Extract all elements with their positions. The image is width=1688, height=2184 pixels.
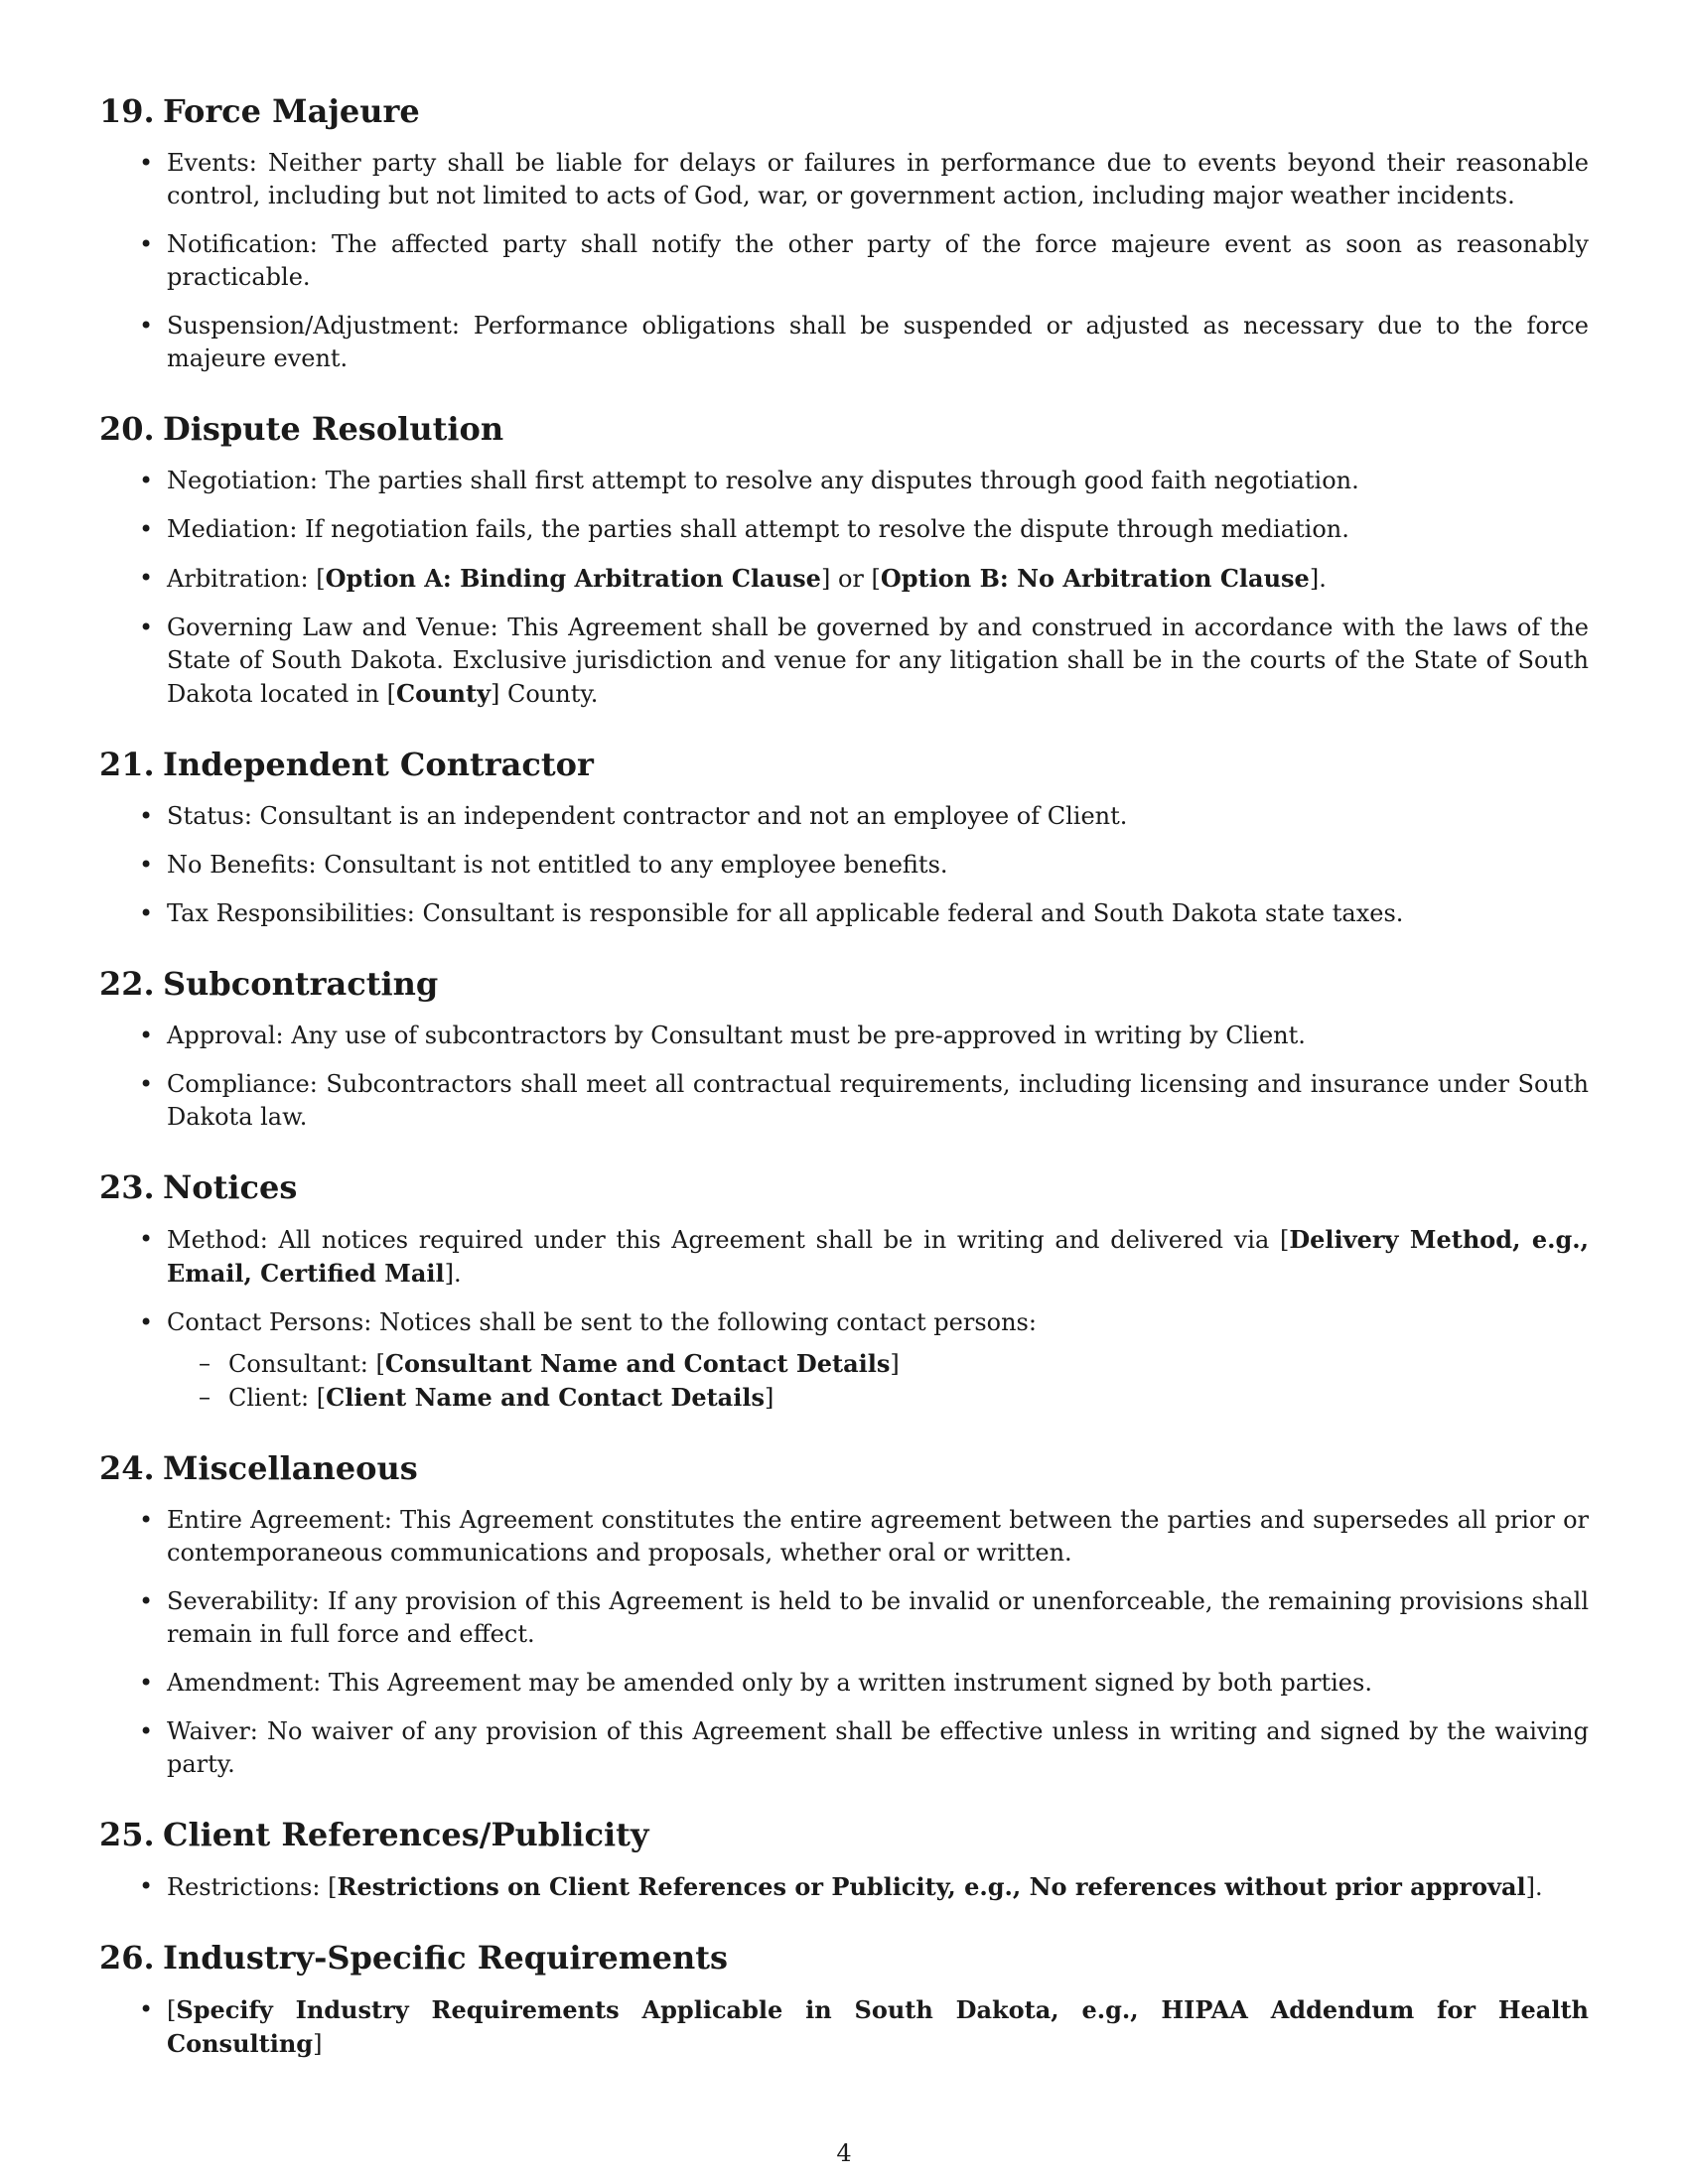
item-text: This Agreement constitutes the entire agreement between the parties and supersedes all prior or contemporaneous communications and proposals, whether oral or written.: [167, 1506, 1589, 1567]
list-item-no-benefits: [167, 849, 1589, 882]
section-number: 26.: [99, 1939, 155, 1977]
item-label: Suspension/Adjustment:: [167, 312, 460, 340]
item-text: This Agreement may be amended only by a written instrument signed by both parties.: [328, 1669, 1372, 1697]
item-text: The affected party shall notify the other party of the force majeure event as soon as reasonably practicable.: [167, 230, 1589, 291]
placeholder-consultant: Consultant Name and Contact Details: [384, 1349, 891, 1378]
item-label: Arbitration:: [167, 565, 309, 593]
section-notices: [99, 1167, 1589, 1415]
section-number: 25.: [99, 1816, 155, 1853]
placeholder-option-b: Option B: No Arbitration Clause: [880, 564, 1310, 593]
section-industry-requirements: [99, 1938, 1589, 2061]
list-item-governing-law: • Governing Law and Venue: This Agreement shall be governed by and construed in accordance with the laws of the State of South Dakota. Exclusive jurisdiction and venue for any litigation shall be in the courts of the State of South Dakota located in [County] County.: [167, 612, 1589, 711]
item-label: Notification:: [167, 230, 318, 258]
item-label: Waiver:: [167, 1717, 258, 1745]
item-label: Negotiation:: [167, 467, 318, 494]
list-item-entire-agreement: [167, 1504, 1589, 1570]
list-item-method: • Method: All notices required under this Agreement shall be in writing and delivered via [Delivery Method, e.g., Email, Certified Mail].: [167, 1223, 1589, 1291]
item-text: Performance obligations shall be suspended or adjusted as necessary due to the force majeure event.: [167, 312, 1589, 372]
section-force-majeure: [99, 91, 1589, 375]
item-text: This Agreement shall be governed by and construed in accordance with the laws of the State of South Dakota. Exclusive jurisdiction and venue for any litigation shall be in the courts of the State of South Dakota located in: [167, 614, 1589, 708]
item-text: Any use of subcontractors by Consultant must be pre-approved in writing by Client.: [291, 1022, 1306, 1049]
item-text: Notices shall be sent to the following contact persons:: [378, 1308, 1037, 1336]
item-text: County.: [507, 680, 599, 708]
section-title: Force Majeure: [163, 92, 420, 130]
item-text: The parties shall first attempt to resolve any disputes through good faith negotiation.: [325, 467, 1359, 494]
section-heading: [99, 964, 1589, 1004]
section-number: 19.: [99, 92, 155, 130]
section-heading: [99, 745, 1589, 784]
item-text: Subcontractors shall meet all contractual requirements, including licensing and insurance under South Dakota law.: [167, 1070, 1589, 1131]
section-title: Independent Contractor: [163, 746, 594, 783]
list-item-mediation: [167, 513, 1589, 546]
section-number: 24.: [99, 1449, 155, 1487]
placeholder-county: County: [395, 679, 492, 708]
item-label: Status:: [167, 802, 252, 830]
section-title: Industry-Specific Requirements: [163, 1939, 729, 1977]
item-label: Amendment:: [167, 1669, 322, 1697]
page-number: 4: [836, 2139, 852, 2167]
item-label: Governing Law and Venue:: [167, 614, 498, 641]
item-label: Method:: [167, 1226, 268, 1254]
section-title: Notices: [163, 1168, 298, 1206]
placeholder-delivery-method: Delivery Method, e.g., Email, Certified Mail: [167, 1225, 1589, 1288]
item-text: If negotiation fails, the parties shall attempt to resolve the dispute through mediation.: [305, 515, 1349, 543]
list-item-compliance: [167, 1068, 1589, 1134]
section-heading: [99, 1815, 1589, 1854]
section-subcontracting: [99, 964, 1589, 1134]
item-label: Approval:: [167, 1022, 284, 1049]
item-text: No waiver of any provision of this Agreement shall be effective unless in writing and signed by the waiving party.: [167, 1717, 1589, 1778]
list-item-arbitration: • Arbitration: [Option A: Binding Arbitration Clause] or [Option B: No Arbitration Clause].: [167, 562, 1589, 596]
placeholder-option-a: Option A: Binding Arbitration Clause: [325, 564, 821, 593]
item-label: Restrictions:: [167, 1873, 321, 1901]
list-item-amendment: [167, 1667, 1589, 1700]
item-label: Tax Responsibilities:: [167, 899, 415, 927]
list-item-restrictions: • Restrictions: [Restrictions on Client References or Publicity, e.g., No references without prior approval].: [167, 1870, 1589, 1904]
item-text: or: [837, 565, 864, 593]
list-item-contact-persons: [167, 1306, 1589, 1415]
placeholder-industry: Specify Industry Requirements Applicable in South Dakota, e.g., HIPAA Addendum for Health Consulting: [167, 1995, 1589, 2058]
list-item-negotiation: [167, 465, 1589, 497]
list-item-notification: [167, 228, 1589, 294]
list-item-industry: • [Specify Industry Requirements Applicable in South Dakota, e.g., HIPAA Addendum for Health Consulting]: [167, 1993, 1589, 2061]
sub-item-client: – Client: [Client Name and Contact Details]: [228, 1381, 1589, 1415]
placeholder-restrictions: Restrictions on Client References or Publicity, e.g., No references without prior approval: [337, 1872, 1526, 1901]
section-dispute-resolution: [99, 409, 1589, 711]
section-title: Dispute Resolution: [163, 410, 504, 448]
list-item-severability: [167, 1585, 1589, 1651]
list-item-approval: [167, 1020, 1589, 1052]
list-item-events: [167, 147, 1589, 212]
section-heading: [99, 91, 1589, 131]
placeholder-client: Client Name and Contact Details: [326, 1383, 765, 1412]
section-number: 23.: [99, 1168, 155, 1206]
item-text: Consultant is an independent contractor and not an employee of Client.: [259, 802, 1128, 830]
list-item-status: [167, 800, 1589, 833]
item-label: Mediation:: [167, 515, 298, 543]
item-label: Events:: [167, 149, 257, 177]
section-title: Miscellaneous: [163, 1449, 418, 1487]
item-label: Compliance:: [167, 1070, 318, 1098]
section-heading: [99, 1167, 1589, 1207]
list-item-tax: [167, 897, 1589, 930]
item-text: Consultant is not entitled to any employee benefits.: [324, 851, 948, 879]
section-number: 22.: [99, 965, 155, 1003]
list-item-waiver: [167, 1715, 1589, 1781]
document-body: [99, 91, 1589, 2095]
item-text: Consultant is responsible for all applicable federal and South Dakota state taxes.: [422, 899, 1404, 927]
section-client-references: [99, 1815, 1589, 1904]
item-label: Contact Persons:: [167, 1308, 372, 1336]
section-heading: [99, 1938, 1589, 1978]
list-item-suspension: [167, 310, 1589, 375]
section-title: Client References/Publicity: [163, 1816, 649, 1853]
item-label: Entire Agreement:: [167, 1506, 392, 1534]
item-text: Neither party shall be liable for delays or failures in performance due to events beyond their reasonable control, including but not limited to acts of God, war, or government action, including major weather incidents.: [167, 149, 1589, 209]
section-miscellaneous: [99, 1448, 1589, 1781]
item-label: No Benefits:: [167, 851, 317, 879]
item-label: Client:: [228, 1384, 310, 1412]
item-label: Severability:: [167, 1587, 320, 1615]
item-text: If any provision of this Agreement is held to be invalid or unenforceable, the remaining provisions shall remain in full force and effect.: [167, 1587, 1589, 1648]
section-heading: [99, 409, 1589, 449]
section-independent-contractor: [99, 745, 1589, 930]
item-text: All notices required under this Agreement shall be in writing and delivered via: [278, 1226, 1270, 1254]
item-label: Consultant:: [228, 1350, 368, 1378]
section-heading: [99, 1448, 1589, 1488]
sub-item-consultant: – Consultant: [Consultant Name and Contact Details]: [228, 1347, 1589, 1381]
section-title: Subcontracting: [163, 965, 439, 1003]
section-number: 20.: [99, 410, 155, 448]
section-number: 21.: [99, 746, 155, 783]
